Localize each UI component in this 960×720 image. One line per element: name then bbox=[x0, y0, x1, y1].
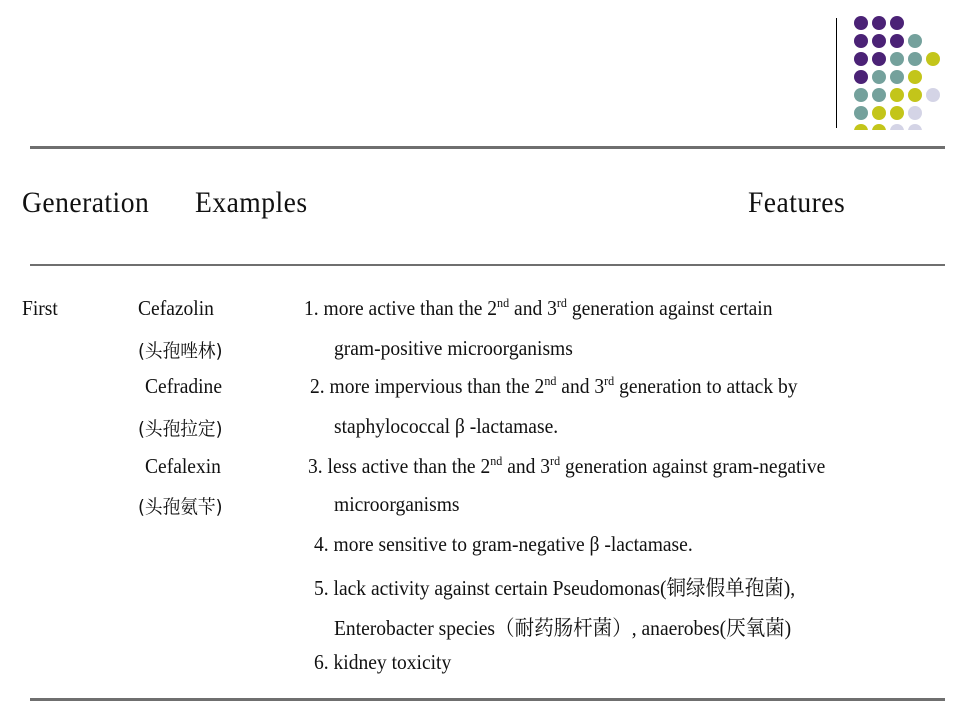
feature-3-line-2: microorganisms bbox=[334, 492, 460, 516]
decorative-dot bbox=[926, 52, 940, 66]
decorative-dot bbox=[872, 70, 886, 84]
generation-first: First bbox=[22, 296, 58, 320]
example-name: Cefradine bbox=[145, 374, 223, 398]
feature-5-line-1: 5. lack activity against certain Pseudomonas(铜绿假单孢菌), bbox=[314, 576, 796, 600]
decorative-dot bbox=[872, 88, 886, 102]
decorative-dot bbox=[872, 52, 886, 66]
header-rule bbox=[30, 264, 945, 266]
decorative-dot bbox=[890, 88, 904, 102]
decorative-dot-pattern bbox=[848, 12, 948, 130]
feature-3-line-1: 3. less active than the 2nd and 3rd generation against gram-negative bbox=[308, 453, 826, 478]
header-examples: Examples bbox=[195, 186, 308, 219]
decorative-dot bbox=[908, 124, 922, 130]
decorative-dot bbox=[890, 124, 904, 130]
decorative-dot bbox=[926, 88, 940, 102]
example-chinese: (头孢拉定) bbox=[138, 418, 223, 440]
feature-1-line-2: gram-positive microorganisms bbox=[334, 336, 573, 360]
decorative-dot bbox=[854, 124, 868, 130]
decorative-dot bbox=[908, 106, 922, 120]
decorative-dot bbox=[890, 106, 904, 120]
decorative-dot bbox=[890, 70, 904, 84]
example-chinese: (头孢氨苄) bbox=[138, 496, 223, 518]
feature-6: 6. kidney toxicity bbox=[314, 650, 452, 674]
decorative-dot bbox=[890, 34, 904, 48]
feature-5-line-2: Enterobacter species（耐药肠杆菌）, anaerobes(厌氧菌) bbox=[334, 616, 792, 640]
decorative-dot bbox=[908, 52, 922, 66]
decorative-dot bbox=[908, 88, 922, 102]
decorative-dot bbox=[908, 34, 922, 48]
decorative-dot bbox=[854, 70, 868, 84]
decorative-dot bbox=[854, 106, 868, 120]
header-features: Features bbox=[748, 186, 846, 219]
feature-1-line-1: 1. more active than the 2nd and 3rd generation against certain bbox=[304, 295, 773, 320]
decorative-dot bbox=[872, 124, 886, 130]
decorative-dot bbox=[872, 106, 886, 120]
decorative-dot bbox=[854, 52, 868, 66]
example-name: Cefalexin bbox=[145, 454, 221, 478]
decorative-dot bbox=[872, 34, 886, 48]
decorative-dot bbox=[854, 16, 868, 30]
decorative-dot bbox=[872, 16, 886, 30]
header-generation: Generation bbox=[22, 186, 150, 219]
feature-2-line-2: staphylococcal β -lactamase. bbox=[334, 414, 559, 438]
decorative-dot bbox=[890, 52, 904, 66]
decorative-dot bbox=[854, 88, 868, 102]
feature-2-line-1: 2. more impervious than the 2nd and 3rd generation to attack by bbox=[310, 373, 798, 398]
top-rule bbox=[30, 146, 945, 149]
feature-4: 4. more sensitive to gram-negative β -lactamase. bbox=[314, 532, 693, 556]
decorative-dot bbox=[854, 34, 868, 48]
example-chinese: (头孢唑林) bbox=[138, 340, 223, 362]
decorative-dot bbox=[890, 16, 904, 30]
decorative-vertical-line bbox=[836, 18, 837, 128]
bottom-rule bbox=[30, 698, 945, 701]
example-name: Cefazolin bbox=[138, 296, 214, 320]
decorative-dot bbox=[908, 70, 922, 84]
